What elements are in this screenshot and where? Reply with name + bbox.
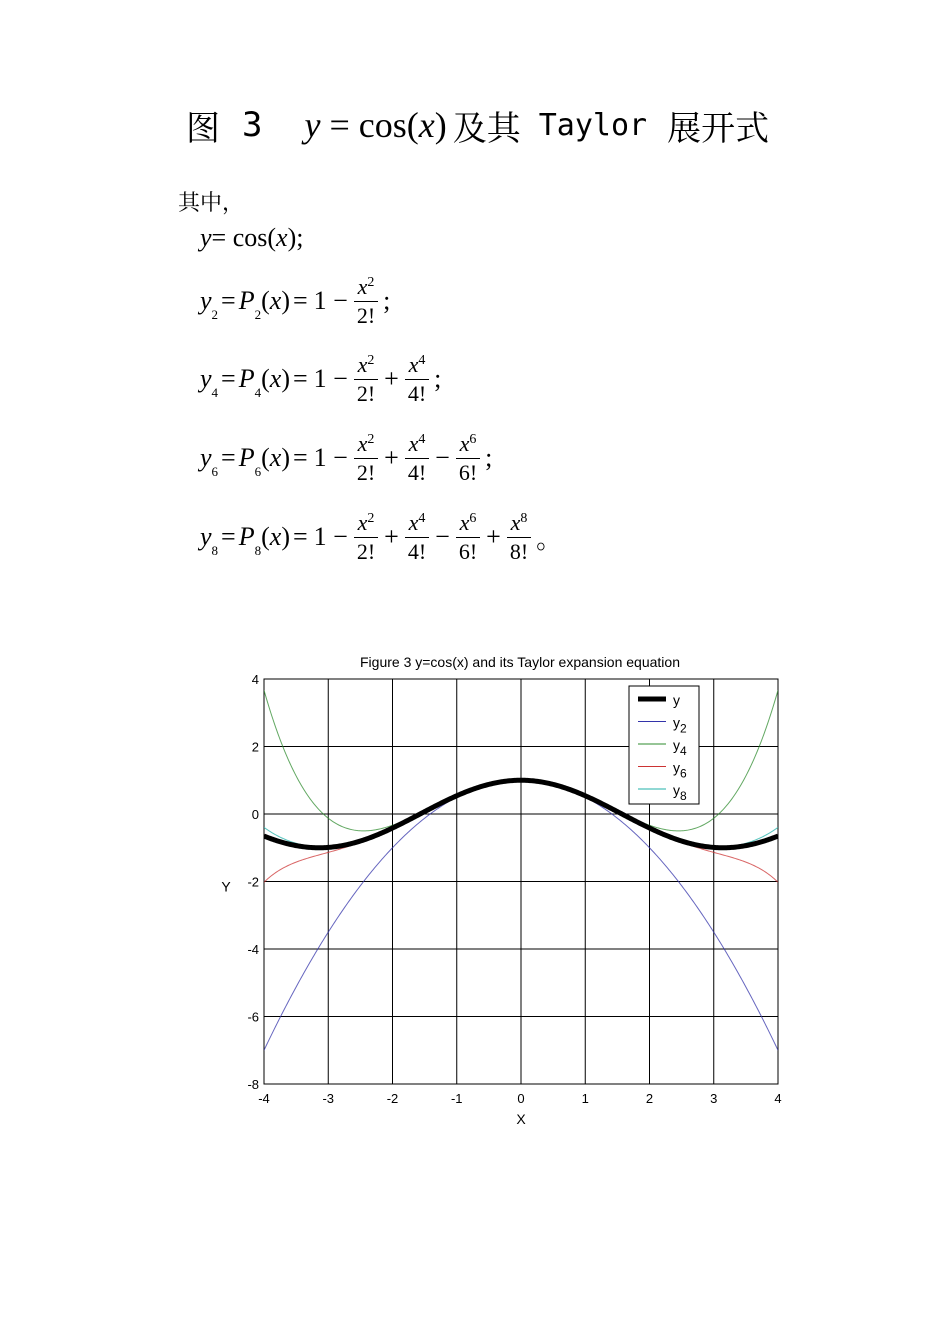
- y-tick-label: 0: [251, 807, 259, 822]
- eq-end: ;: [383, 286, 391, 315]
- eq-arg: x: [269, 522, 282, 551]
- eq-term-op: 1 −: [313, 364, 348, 393]
- frac-num: x: [357, 273, 368, 299]
- frac-num: x: [510, 509, 521, 535]
- eq-term-op: 1 −: [313, 522, 348, 551]
- eq-lhs: y: [200, 364, 212, 393]
- x-tick-label: 4: [774, 1091, 782, 1106]
- frac-num: x: [357, 351, 368, 377]
- eq-term-op: +: [384, 443, 399, 472]
- frac-num: x: [459, 509, 470, 535]
- eq-lhs: y: [200, 223, 212, 252]
- frac-num: x: [459, 430, 470, 456]
- equation-y8: y $_8$ = P $_8$ ( x ) = 1 − $\frac{x^2}{2!}$ + $\frac{x^4}{4!}$ − $\frac{x^6}{6!}$ + $\frac{x^8}{8!}$ 。: [200, 509, 563, 564]
- eq-p: P: [238, 522, 255, 551]
- heading-suffix-1: 及其: [452, 108, 521, 149]
- eq-p: P: [238, 443, 255, 472]
- frac-pow: 4: [418, 431, 426, 447]
- legend-label: y6: [673, 759, 687, 781]
- frac-den: 2!: [354, 379, 378, 405]
- x-tick-label: -4: [258, 1091, 270, 1106]
- frac-pow: 2: [367, 431, 375, 447]
- eq-arg: x: [269, 364, 282, 393]
- y-tick-label: -6: [247, 1009, 259, 1025]
- eq-p-sub: 6: [254, 464, 262, 479]
- frac-pow: 4: [418, 510, 426, 526]
- frac-den: 4!: [405, 379, 429, 405]
- eq-end: ;: [485, 443, 493, 472]
- eq-term-op: 1 −: [313, 286, 348, 315]
- x-tick-label: 2: [645, 1091, 654, 1106]
- x-axis-label: X: [516, 1111, 526, 1127]
- frac-den: 6!: [456, 458, 480, 484]
- legend-label: y: [673, 692, 680, 708]
- frac-den: 8!: [507, 537, 531, 563]
- frac-num: x: [357, 430, 368, 456]
- heading-formula-y: y: [304, 105, 321, 145]
- frac-pow: 8: [520, 510, 528, 526]
- eq-end: 。: [536, 524, 563, 554]
- frac-num: x: [357, 509, 368, 535]
- eq-arg: x: [269, 286, 282, 315]
- y-axis-label: Y: [221, 878, 231, 895]
- eq-lhs-sub: 2: [211, 307, 219, 322]
- frac-pow: 2: [367, 352, 375, 368]
- chart-title: Figure 3 y=cos(x) and its Taylor expansion equation: [360, 654, 680, 670]
- y-tick-label: 4: [251, 672, 259, 687]
- equation-y2: y $_2$ = P $_2$ ( x ) = 1 − $\frac{x^2}{2!}$ ;: [200, 273, 391, 328]
- eq-term-op: 1 −: [313, 443, 348, 472]
- y-tick-label: -4: [247, 942, 259, 957]
- eq-end: ;: [434, 364, 442, 393]
- frac-pow: 6: [469, 510, 477, 526]
- eq-term-op: −: [435, 522, 450, 551]
- frac-den: 2!: [354, 458, 378, 484]
- eq-lhs-sub: 8: [211, 543, 219, 558]
- heading-figure-word: 图: [186, 108, 220, 149]
- eq-lhs: y: [200, 286, 212, 315]
- legend-label-sub: 4: [680, 744, 687, 758]
- legend-label: y4: [673, 737, 687, 758]
- legend-label-sub: 8: [680, 789, 687, 803]
- eq-end: );: [287, 223, 304, 252]
- y-tick-label: -8: [247, 1077, 259, 1092]
- frac-den: 6!: [456, 537, 480, 563]
- legend-label-sub: 2: [680, 721, 687, 736]
- x-tick-label: -3: [322, 1091, 335, 1106]
- x-tick-label: 1: [581, 1091, 589, 1106]
- frac-den: 4!: [405, 458, 429, 484]
- frac-pow: 2: [367, 274, 375, 290]
- x-tick-label: 3: [710, 1091, 718, 1106]
- intro-text: 其中，: [178, 191, 245, 216]
- frac-den: 2!: [354, 537, 378, 563]
- eq-arg: x: [269, 443, 282, 472]
- heading-suffix-2: 展开式: [667, 108, 770, 149]
- eq-term-op: +: [384, 364, 399, 393]
- y-tick-label: 2: [251, 739, 259, 755]
- legend-label: y2: [673, 714, 687, 736]
- x-tick-label: -1: [450, 1091, 463, 1106]
- eq-lhs: y: [200, 522, 212, 551]
- legend-label: y8: [673, 782, 687, 803]
- eq-lhs: y: [200, 443, 212, 472]
- frac-den: 2!: [354, 301, 378, 327]
- heading-figure-number: 3: [242, 105, 263, 145]
- frac-den: 4!: [405, 537, 429, 563]
- x-tick-label: 0: [517, 1091, 525, 1106]
- eq-lhs-sub: 6: [211, 464, 219, 479]
- frac-num: x: [408, 351, 419, 377]
- eq-lhs-sub: 4: [211, 385, 219, 400]
- eq-p-sub: 4: [254, 385, 262, 400]
- eq-body: = cos(: [211, 223, 277, 252]
- frac-num: x: [408, 509, 419, 535]
- eq-p-sub: 8: [254, 543, 262, 558]
- eq-p: P: [238, 286, 255, 315]
- heading-formula-close: ): [434, 105, 447, 145]
- frac-num: x: [408, 430, 419, 456]
- eq-arg: x: [276, 223, 288, 252]
- eq-term-op: −: [435, 443, 450, 472]
- equation-y4: y $_4$ = P $_4$ ( x ) = 1 − $\frac{x^2}{2!}$ + $\frac{x^4}{4!}$ ;: [200, 351, 442, 406]
- eq-p-sub: 2: [254, 307, 262, 322]
- legend-box: [629, 686, 699, 804]
- eq-term-op: +: [384, 522, 399, 551]
- heading-formula-x: x: [418, 105, 435, 145]
- legend-label-sub: 6: [680, 766, 687, 781]
- heading-name: Taylor: [538, 107, 648, 143]
- heading-formula-eq: = cos(: [320, 105, 419, 145]
- eq-p: P: [238, 364, 255, 393]
- y-tick-label: -2: [247, 874, 259, 890]
- x-tick-label: -2: [386, 1091, 399, 1106]
- eq-term-op: +: [486, 522, 501, 551]
- frac-pow: 4: [418, 352, 426, 368]
- frac-pow: 2: [367, 510, 375, 526]
- equation-y6: y $_6$ = P $_6$ ( x ) = 1 − $\frac{x^2}{2!}$ + $\frac{x^4}{4!}$ − $\frac{x^6}{6!}$ ;: [200, 430, 493, 485]
- frac-pow: 6: [469, 431, 477, 447]
